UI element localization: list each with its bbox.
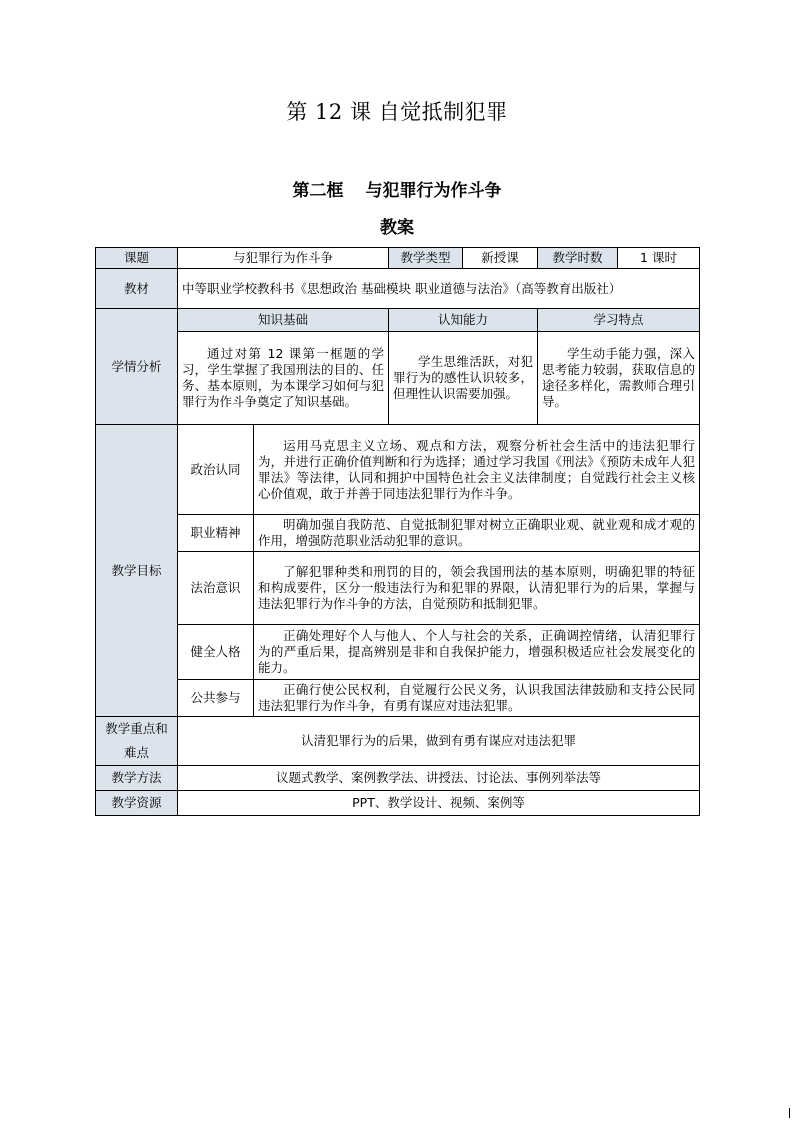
goal-text: 正确处理好个人与他人、个人与社会的关系，正确调控情绪，认清犯罪行为的严重后果，提高辨别是非和自我保护能力，增强积极适应社会发展变化的能力。	[254, 625, 700, 680]
goal-name: 政治认同	[178, 425, 254, 515]
section-part-number: 第二框	[292, 181, 344, 201]
table-row	[96, 680, 700, 717]
table-row	[96, 552, 700, 625]
teaching-type-value: 新授课	[463, 248, 538, 269]
resources-value: PPT、教学设计、视频、案例等	[178, 791, 700, 816]
traits-header: 学习特点	[538, 309, 700, 332]
resources-label: 教学资源	[96, 791, 178, 816]
section-part-name: 与犯罪行为作斗争	[365, 181, 502, 201]
table-row	[96, 269, 700, 309]
goal-name: 法治意识	[178, 552, 254, 625]
traits-text: 学生动手能力强，深入思考能力较弱，获取信息的途径多样化，需教师合理引导。	[538, 332, 700, 425]
table-row	[96, 625, 700, 680]
topic-label: 课题	[96, 248, 178, 269]
focus-label: 教学重点和难点	[96, 717, 178, 766]
knowledge-header: 知识基础	[178, 309, 389, 332]
table-row	[96, 717, 700, 766]
knowledge-text: 通过对第 12 课第一框题的学习，学生掌握了我国刑法的目的、任务、基本原则，为本课学习如何与犯罪行为作斗争奠定了知识基础。	[178, 332, 389, 425]
table-row	[96, 425, 700, 515]
goal-name: 职业精神	[178, 515, 254, 552]
table-row	[96, 791, 700, 816]
teaching-type-label: 教学类型	[389, 248, 463, 269]
goal-text: 了解犯罪种类和刑罚的目的，领会我国刑法的基本原则，明确犯罪的特征和构成要件，区分一般违法行为和犯罪的界限，认清犯罪行为的后果，掌握与违法犯罪行为作斗争的方法，自觉预防和抵制犯罪。	[254, 552, 700, 625]
focus-value: 认清犯罪行为的后果，做到有勇有谋应对违法犯罪	[178, 717, 700, 766]
page-edge-mark	[789, 1108, 790, 1118]
textbook-value: 中等职业学校教科书《思想政治 基础模块 职业道德与法治》（高等教育出版社）	[178, 269, 700, 309]
goal-name: 健全人格	[178, 625, 254, 680]
table-row	[96, 332, 700, 425]
goal-text: 运用马克思主义立场、观点和方法，观察分析社会生活中的违法犯罪行为，并进行正确价值判断和行为选择；通过学习我国《刑法》《预防未成年人犯罪法》等法律，认同和拥护中国特色社会主义法律制度；自觉践行社会主义核心价值观，敢于并善于同违法犯罪行为作斗争。	[254, 425, 700, 515]
goal-text: 正确行使公民权利，自觉履行公民义务，认识我国法律鼓励和支持公民同违法犯罪行为作斗争，有勇有谋应对违法犯罪。	[254, 680, 700, 717]
goal-text: 明确加强自我防范、自觉抵制犯罪对树立正确职业观、就业观和成才观的作用，增强防范职业活动犯罪的意识。	[254, 515, 700, 552]
table-row	[96, 766, 700, 791]
goal-name: 公共参与	[178, 680, 254, 717]
class-hours-label: 教学时数	[538, 248, 618, 269]
cognition-header: 认知能力	[389, 309, 538, 332]
table-row	[96, 515, 700, 552]
textbook-label: 教材	[96, 269, 178, 309]
analysis-label: 学情分析	[96, 309, 178, 425]
table-row	[96, 248, 700, 269]
goals-label: 教学目标	[96, 425, 178, 717]
cognition-text: 学生思维活跃，对犯罪行为的感性认识较多，但理性认识需要加强。	[389, 332, 538, 425]
methods-value: 议题式教学、案例教学法、讲授法、讨论法、事例列举法等	[178, 766, 700, 791]
section-title	[0, 176, 794, 201]
document-type: 教案	[380, 218, 414, 238]
topic-value: 与犯罪行为作斗争	[178, 248, 389, 269]
methods-label: 教学方法	[96, 766, 178, 791]
class-hours-value: 1 课时	[618, 248, 700, 269]
lesson-plan-table	[95, 247, 700, 816]
table-row	[96, 309, 700, 332]
lesson-title: 第 12 课 自觉抵制犯罪	[286, 100, 508, 124]
